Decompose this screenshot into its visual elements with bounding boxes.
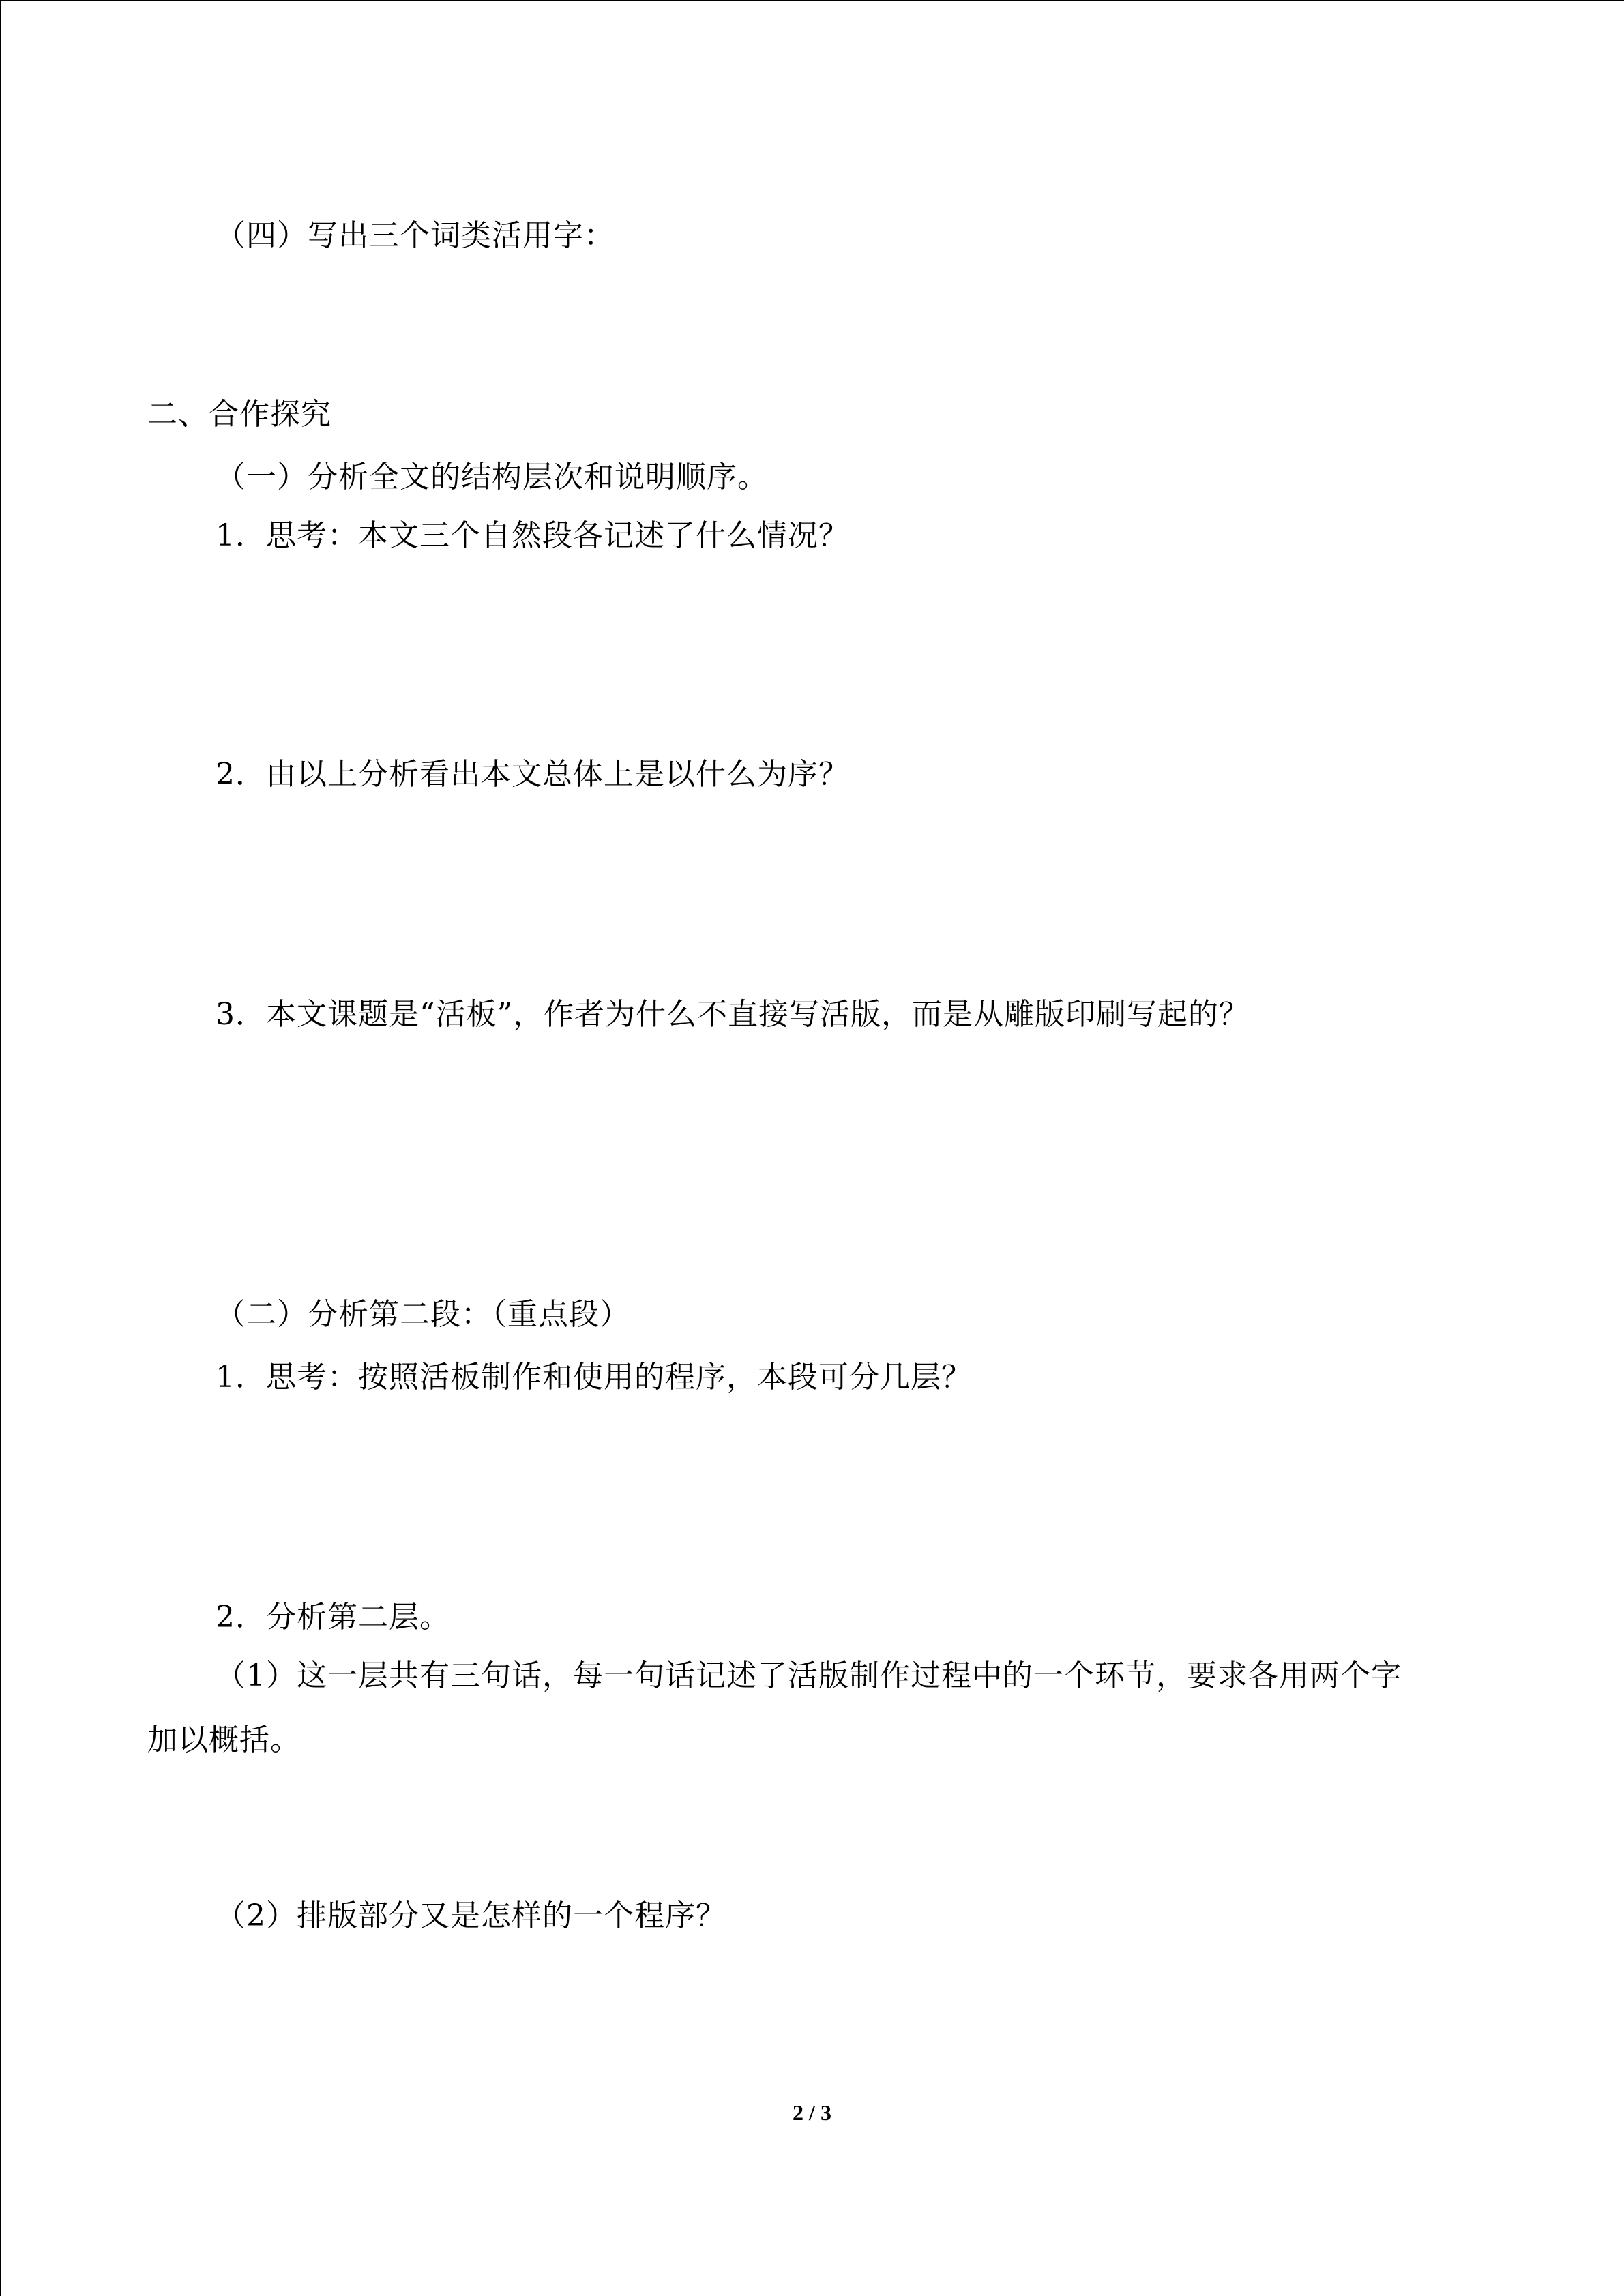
question-2-2: 2．分析第二层。	[216, 1600, 450, 1635]
section-two-heading: 二、合作探究	[147, 397, 331, 432]
question-2-1: 1．思考：按照活板制作和使用的程序，本段可分几层？	[216, 1360, 972, 1395]
question-2-2-1-line2: 加以概括。	[147, 1723, 301, 1757]
subsection-one-heading: （一）分析全文的结构层次和说明顺序。	[216, 460, 768, 494]
question-four-heading: （四）写出三个词类活用字：	[216, 218, 615, 253]
question-1-3: 3．本文课题是“活板”，作者为什么不直接写活版，而是从雕版印刷写起的？	[216, 997, 1250, 1032]
question-2-2-2: （2）排版部分又是怎样的一个程序？	[216, 1898, 726, 1933]
page-number: 2 / 3	[793, 2100, 831, 2125]
question-1-2: 2．由以上分析看出本文总体上是以什么为序？	[216, 757, 849, 792]
question-1-1: 1．思考：本文三个自然段各记述了什么情况？	[216, 518, 849, 553]
subsection-two-heading: （二）分析第二段：（重点段）	[216, 1297, 630, 1332]
question-2-2-1-line1: （1）这一层共有三句话，每一句话记述了活版制作过程中的一个环节，要求各用两个字	[216, 1658, 1402, 1693]
